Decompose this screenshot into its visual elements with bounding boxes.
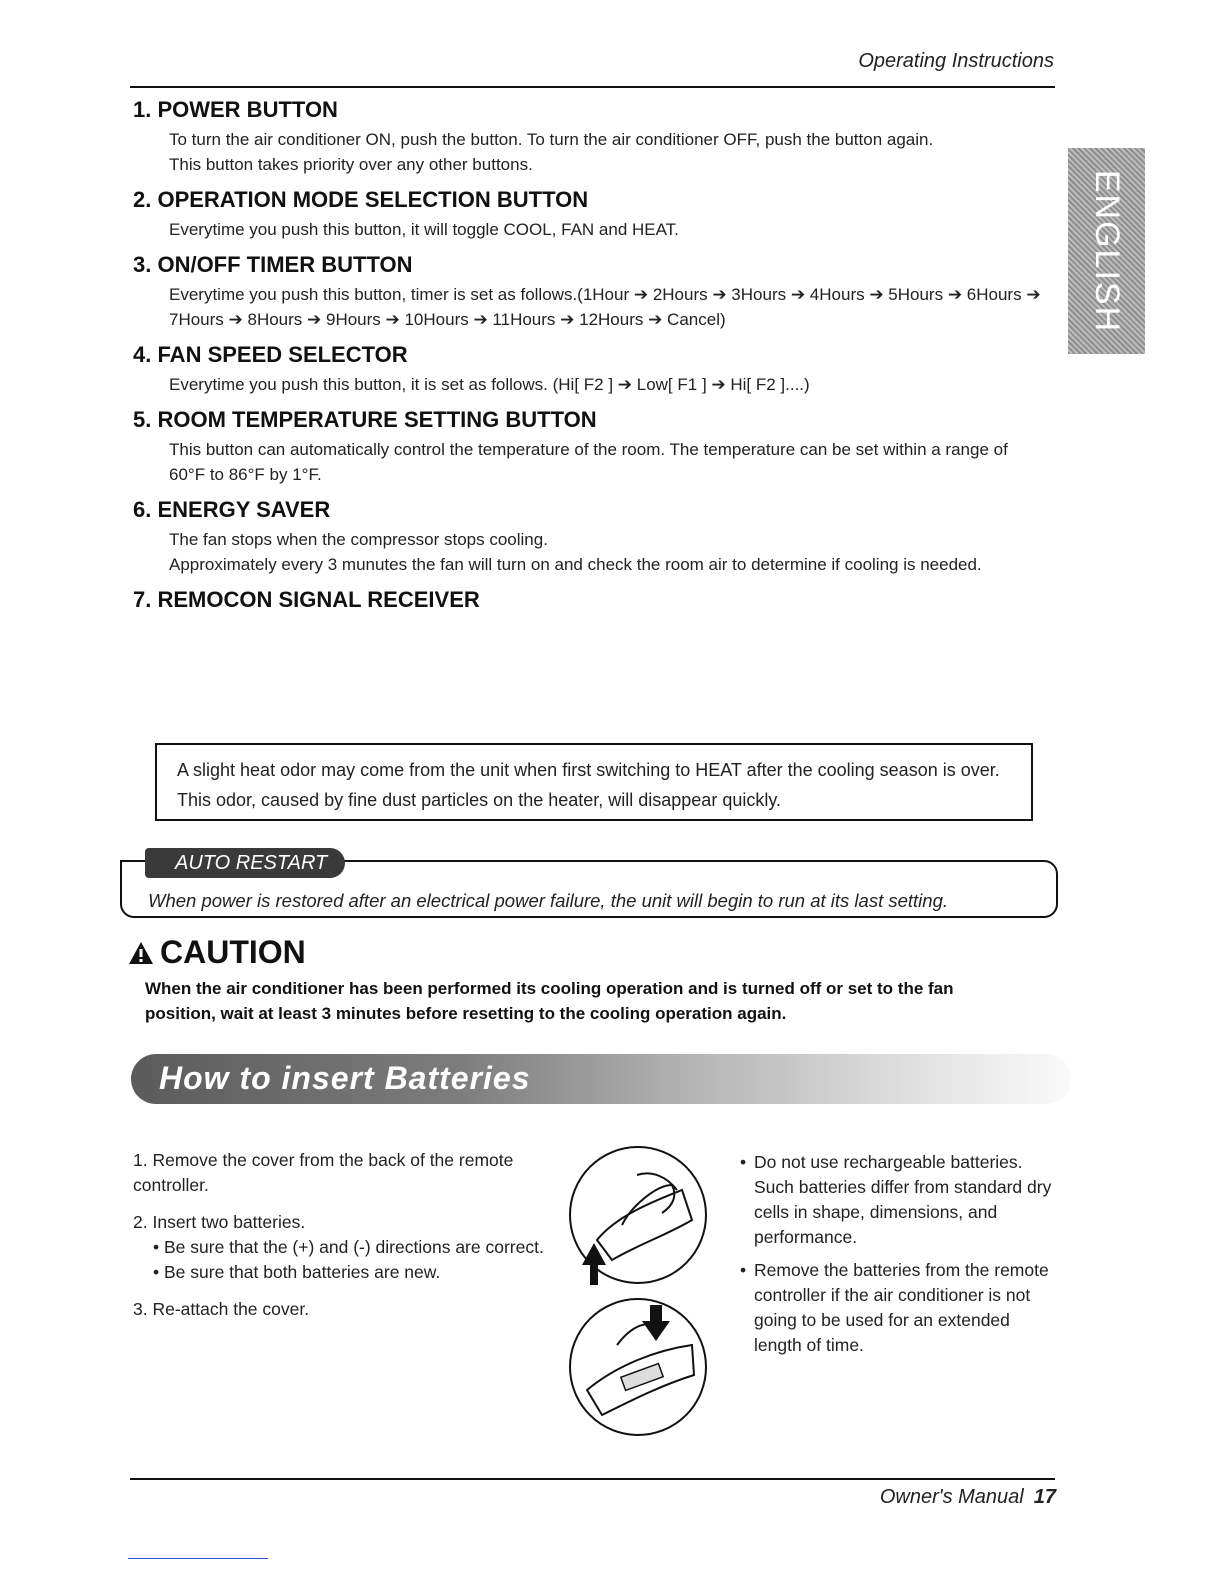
warning-bullet: • Remove the batteries from the remote controller if the air conditioner is not going to be used for an extended length of time. [738,1258,1058,1358]
section-text: Approximately every 3 munutes the fan will turn on and check the room air to determine if cooling is needed. [169,555,982,574]
step-subpoint: • Be sure that the (+) and (-) directions are correct. [133,1235,563,1260]
step-text: Insert two batteries. [152,1212,306,1232]
section-text: This button takes priority over any other buttons. [169,155,533,174]
footer-rule [130,1478,1055,1480]
link-underline [128,1558,268,1559]
batteries-banner [131,1054,1071,1104]
heat-odor-note [155,743,1033,821]
section-text: Everytime you push this button, it is set as follows. (Hi[ F2 ] ➔ Low[ F1 ] ➔ Hi[ F2 ]....) [169,375,810,394]
section-text: To turn the air conditioner ON, push the button. To turn the air conditioner OFF, push the button again. [169,130,934,149]
auto-restart-text: When power is restored after an electrical power failure, the unit will begin to run at its last setting. [148,890,948,911]
step-number: 1. [133,1150,148,1170]
section-title: 1. POWER BUTTON [133,97,338,122]
section-room-temperature [133,407,1043,487]
step-number: 3. [133,1299,148,1319]
section-power-button [133,97,1043,177]
step-item [133,1297,563,1322]
warning-icon [128,941,154,965]
step-number: 2. [133,1212,148,1232]
page-footer [880,1486,1056,1509]
section-text: Everytime you push this button, timer is set as follows.(1Hour ➔ 2Hours ➔ 3Hours ➔ 4Hours ➔ 5Hours ➔ 6Hours ➔ 7Hours ➔ 8Hours ➔ 9Hours ➔ 10Hours ➔ 11Hours ➔ 12Hours ➔ Cancel) [169,285,1041,329]
section-title: 4. FAN SPEED SELECTOR [133,342,408,367]
attach-cover-illustration [570,1299,706,1435]
note-text: A slight heat odor may come from the unit when first switching to HEAT after the cooling season is over. This odor, caused by fine dust particles on the heater, will disappear quickly. [177,760,1000,810]
battery-steps [133,1148,563,1334]
section-operation-mode [133,187,1043,242]
section-energy-saver [133,497,1043,577]
header-rule [130,86,1055,88]
section-signal-receiver [133,587,1043,613]
section-text: This button can automatically control the temperature of the room. The temperature can be set within a range of 60°F to 86°F by 1°F. [169,440,1008,484]
section-title: 5. ROOM TEMPERATURE SETTING BUTTON [133,407,597,432]
section-title: 7. REMOCON SIGNAL RECEIVER [133,587,480,612]
page-number: 17 [1033,1486,1056,1508]
caution-title: CAUTION [160,934,306,970]
section-timer-button [133,252,1043,332]
warning-bullet: • Do not use rechargeable batteries. Such batteries differ from standard dry cells in shape, dimensions, and performance. [738,1150,1058,1250]
section-fan-speed [133,342,1043,397]
auto-restart-label: AUTO RESTART [145,848,345,878]
section-title: 3. ON/OFF TIMER BUTTON [133,252,413,277]
page-header-title: Operating Instructions [858,50,1054,72]
step-subpoint: • Be sure that both batteries are new. [133,1260,563,1285]
manual-name: Owner's Manual [879,1486,1024,1508]
button-descriptions [133,97,1043,623]
section-text: Everytime you push this button, it will toggle COOL, FAN and HEAT. [169,220,679,239]
section-text: The fan stops when the compressor stops cooling. [169,530,548,549]
battery-warnings [738,1150,1058,1366]
step-text: Re-attach the cover. [152,1299,310,1319]
section-title: 2. OPERATION MODE SELECTION BUTTON [133,187,589,212]
remove-cover-illustration [570,1147,706,1285]
section-title: 6. ENERGY SAVER [133,497,331,522]
banner-title: How to insert Batteries [159,1060,531,1096]
step-item [133,1148,563,1198]
caution-heading [128,934,306,971]
step-item [133,1210,563,1285]
caution-text: When the air conditioner has been performed its cooling operation and is turned off or set to the fan position, wait at least 3 minutes before resetting to the cooling operation again. [145,979,954,1023]
battery-illustration [562,1145,714,1440]
language-tab-label: ENGLISH [1088,169,1127,333]
language-tab [1068,148,1145,354]
step-text: Remove the cover from the back of the remote controller. [133,1150,514,1195]
